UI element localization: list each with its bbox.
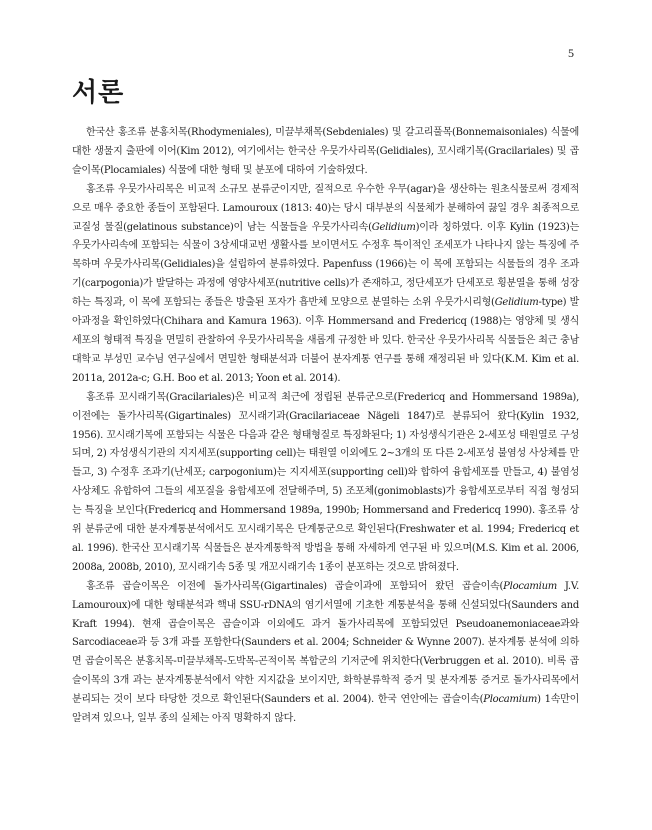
- paragraph: [72, 578, 579, 729]
- italic-term: Gelidium: [371, 221, 416, 233]
- text-run: 홍조류 곱슬이목은 이전에 돌가사리목(Gigartinales) 곱슬이과에 포함되어 왔던 곱슬이속(: [86, 580, 504, 592]
- text-run: )이라 칭하였다. 이후 Kylin (1923)는 우뭇가사리속에 포함되는 식물이 3상세대교번 생활사를 보이면서도 수정후 특이적인 조세포가 나타나지 않는 특징에 주목하며 우뭇가사리목(Gelidiales)을 설립하여 분류하였다. Papenfuss (1966)는 이 목에 포함되는 식물들의 경우 조과기(carpogonia)가 발달하는 과정에 영양사세포(nutritive cells)가 존재하고, 정단세포가 단세포로 횡분열을 통해 성장하는 특징과, 이 목에 포함되는 종들은 방출된 포자가 흡반체 모양으로 분열하는 소위 우뭇가시리형(: [72, 221, 579, 309]
- italic-term: Plocamium: [483, 694, 538, 706]
- text-run: J.V. Lamouroux)에 대한 형태분석과 핵내 SSU-rDNA의 염기서열에 기초한 계통분석을 통해 신설되었다(Saunders and Kraft 1994). 현재 곱슬이목은 곱슬이과 이외에도 과거 돌가사리목에 포함되었던 Pseudoanemoniaceae과와 Sarcodiaceae과 등 3개 과를 포함한다(Saunders et al. 2004; Schneider & Wynne 2007). 분자계통 분석에 의하면 곱슬이목은 분홍치목-미끌부채목-도박목-곤적이목 복합군의 기저군에 위치한다(Verbruggen et al. 2010). 비록 곱슬이목의 3개 과는 분자계통분석에서 약한 지지값을 보이지만, 화학분류학적 증거 및 분자계통 증거로 돌가사리목에서 분리되는 것이 보다 타당한 것으로 확인된다(Saunders et al. 2004). 한국 연안에는 곱슬이속(: [72, 580, 579, 706]
- paragraph: [72, 124, 579, 181]
- page-number: 5: [568, 46, 574, 60]
- italic-term: Plocamium: [503, 580, 558, 592]
- italic-term: Gelidium: [494, 297, 539, 309]
- text-run: 홍조류 우뭇가사리목은 비교적 소규모 분류군이지만, 질적으로 우수한 우무(agar)을 생산하는 원초식물로써 경제적으로 매우 중요한 종들이 포함된다. Lamouroux (1813: 40)는 당시 대부분의 식물체가 분해하여 끓일 경우 최종적으로 교질성 물질(gelatinous substance)이 남는 식물들을 우뭇가사리속(: [72, 183, 579, 233]
- text-run: 한국산 홍조류 분홍치목(Rhodymeniales), 미끌부채목(Sebdeniales) 및 갈고리풀목(Bonnemaisoniales) 식물에 대한 생물지 출판에 이어(Kim 2012), 여기에서는 한국산 우뭇가사리목(Gelidiales), 꼬시래기목(Gracilariales) 및 곱슬이목(Plocamiales) 식물에 대한 형태 및 분포에 대하여 기술하였다.: [72, 127, 579, 176]
- text-run: 홍조류 꼬시래기목(Gracilariales)은 비교적 최근에 정립된 분류군으로(Fredericq and Hommersand 1989a), 이전에는 돌가사리목(Gigartinales) 꼬시래기과(Gracilariaceae Nägeli 1847)로 분류되어 왔다(Kylin 1932, 1956). 꼬시래기목에 포함되는 식물은 다음과 같은 형태형질로 특징화된다; 1) 자성생식기관은 2-세포성 태원열로 구성되며, 2) 자성생식기관의 지지세포(supporting cell)는 태원열 이외에도 2~3개의 또 다른 2-세포성 불염성 사상체를 만들고, 3) 수정후 조과기(난세포; carpogonium)는 지지세포(supporting cell)와 합하여 융합세포를 만들고, 4) 불염성 사상체도 유합하여 그들의 세포질을 융합세포에 전달해주며, 5) 조포체(gonimoblasts)가 융합세포로부터 직접 형성되는 특징을 보인다(Fredericq and Hommersand 1989a, 1990b; Hommersand and Fredericq 1990). 홍조류 상위 분류군에 대한 분자계통분석에서도 꼬시래기목은 단계통군으로 확인된다(Freshwater et al. 1994; Fredericq et al. 1996). 한국산 꼬시래기목 식물들은 분자계통학적 방법을 통해 자세하게 연구된 바 있으며(M.S. Kim et al. 2006, 2008a, 2008b, 2010), 꼬시래기속 5종 및 개꼬시래기속 1종이 분포하는 것으로 밝혀졌다.: [72, 391, 579, 573]
- text-run: -type) 발아과정을 확인하였다(Chihara and Kamura 1963). 이후 Hommersand and Fredericq (1988)는 영양체 및 생식세포의 형태적 특징을 면밀히 관찰하여 우뭇가사리목을 새롭게 규정한 바 있다. 한국산 우뭇가사리목 식물들은 최근 충남대학교 부성민 교수님 연구실에서 면밀한 형태분석과 더불어 분자계통 연구를 통해 재정리된 바 있다(K.M. Kim et al. 2011a, 2012a-c; G.H. Boo et al. 2013; Yoon et al. 2014).: [72, 297, 580, 384]
- text-run: ) 1속만이 알려져 있으나, 일부 종의 실체는 아직 명확하지 않다.: [72, 694, 579, 725]
- chapter-title: 서론: [72, 78, 125, 108]
- paragraph: [72, 389, 579, 578]
- paragraph: [72, 181, 579, 389]
- body-text: [72, 124, 579, 729]
